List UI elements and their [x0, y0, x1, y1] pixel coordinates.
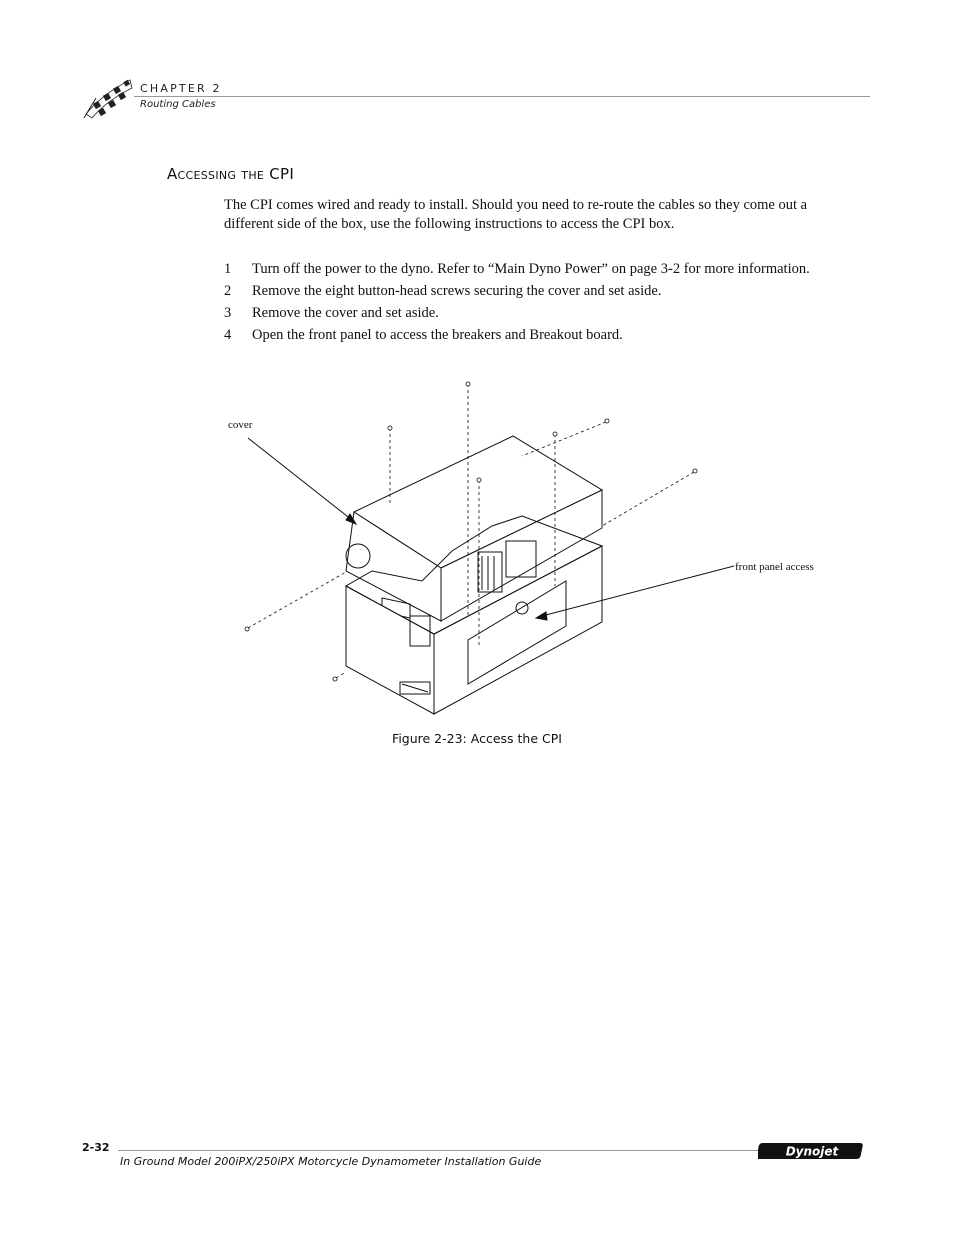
dynojet-logo: [758, 1140, 866, 1162]
step-text: Turn off the power to the dyno. Refer to “Main Dyno Power” on page 3-2 for more information.: [252, 261, 810, 277]
checkered-flag-icon: [82, 76, 134, 120]
cover-callout-line: [248, 438, 352, 520]
step-item: [224, 326, 824, 345]
step-number: 2: [224, 283, 232, 299]
step-text: Remove the eight button-head screws securing the cover and set aside.: [252, 283, 662, 299]
front-panel-label: front panel access: [735, 561, 814, 573]
cpi-exploded-diagram: [222, 376, 842, 721]
step-number: 3: [224, 305, 232, 321]
step-text: Remove the cover and set aside.: [252, 305, 439, 321]
chapter-section-name: Routing Cables: [140, 99, 216, 110]
step-item: [224, 282, 824, 301]
figure-caption: Figure 2-23: Access the CPI: [392, 731, 562, 746]
cover-label: cover: [228, 419, 253, 431]
footer-rule: [118, 1150, 758, 1151]
footer-title: In Ground Model 200iPX/250iPX Motorcycle Dynamometer Installation Guide: [120, 1155, 542, 1168]
instruction-steps: [224, 260, 824, 348]
step-number: 4: [224, 327, 232, 343]
logo-text: Dynojet: [785, 1144, 839, 1159]
step-text: Open the front panel to access the breakers and Breakout board.: [252, 327, 623, 343]
header-rule: [134, 96, 870, 97]
step-item: [224, 260, 824, 279]
step-item: [224, 304, 824, 323]
page-number: 2-32: [82, 1141, 110, 1154]
step-number: 1: [224, 261, 232, 277]
chapter-label: CHAPTER 2: [140, 82, 222, 95]
section-title: Accessing the CPI: [167, 165, 295, 183]
intro-paragraph: The CPI comes wired and ready to install. Should you need to re-route the cables so they come out a different side of the box, use the following instructions to access the CPI box.: [224, 197, 808, 232]
